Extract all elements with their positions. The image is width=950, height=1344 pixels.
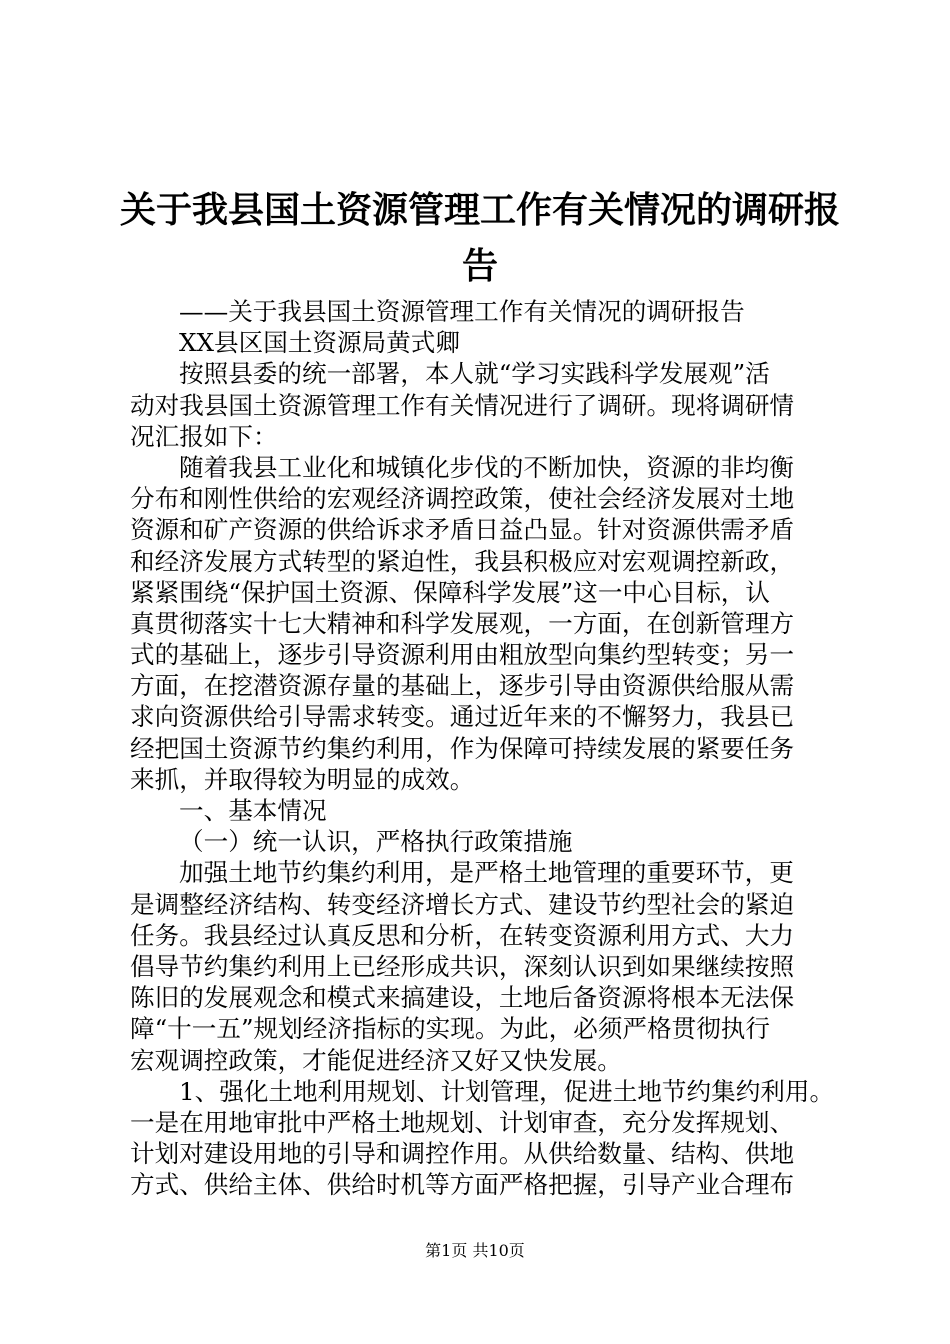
page-footer: 第1页 共10页 xyxy=(425,1241,525,1260)
body-line: 和经济发展方式转型的紧迫性，我县积极应对宏观调控新政， xyxy=(130,546,795,576)
title-line-2: 告 xyxy=(461,246,498,287)
body-line: 况汇报如下： xyxy=(130,421,278,451)
body-line: 障“十一五”规划经济指标的实现。为此，必须严格贯彻执行 xyxy=(130,1014,770,1044)
body-line: 式的基础上，逐步引导资源利用由粗放型向集约型转变；另一 xyxy=(130,640,795,670)
body-line: 宏观调控政策，才能促进经济又好又快发展。 xyxy=(130,1045,622,1075)
body-line: 一、基本情况 xyxy=(179,796,327,825)
document-title xyxy=(120,183,840,239)
body-line: 资源和矿产资源的供给诉求矛盾日益凸显。针对资源供需矛盾 xyxy=(130,515,795,545)
body-line: 动对我县国土资源管理工作有关情况进行了调研。现将调研情 xyxy=(130,390,795,420)
body-line: 一是在用地审批中严格土地规划、计划审查，充分发挥规划、 xyxy=(130,1107,795,1137)
body-line: ——关于我县国土资源管理工作有关情况的调研报告 xyxy=(179,297,745,326)
title-line-1: 关于我县国土资源管理工作有关情况的调研报 xyxy=(120,190,841,231)
body-line: 任务。我县经过认真反思和分析，在转变资源利用方式、大力 xyxy=(130,920,795,950)
body-line: 经把国土资源节约集约利用，作为保障可持续发展的紧要任务 xyxy=(130,733,795,763)
body-line: 陈旧的发展观念和模式来搞建设，土地后备资源将根本无法保 xyxy=(130,983,795,1013)
body-line: 随着我县工业化和城镇化步伐的不断加快，资源的非均衡 xyxy=(179,452,794,482)
body-line: 分布和刚性供给的宏观经济调控政策，使社会经济发展对土地 xyxy=(130,484,795,514)
body-line: 按照县委的统一部署，本人就“学习实践科学发展观”活 xyxy=(179,359,770,389)
document-body xyxy=(130,296,835,1200)
body-line: 计划对建设用地的引导和调控作用。从供给数量、结构、供地 xyxy=(130,1139,795,1169)
body-line: 求向资源供给引导需求转变。通过近年来的不懈努力，我县已 xyxy=(130,702,795,732)
body-line: 倡导节约集约利用上已经形成共识，深刻认识到如果继续按照 xyxy=(130,951,795,981)
body-line: （一）统一认识，严格执行政策措施 xyxy=(179,827,573,857)
body-line: 加强土地节约集约利用，是严格土地管理的重要环节，更 xyxy=(179,858,794,888)
document-title-continued xyxy=(120,239,840,295)
body-line: 紧紧围绕“保护国土资源、保障科学发展”这一中心目标，认 xyxy=(130,577,770,607)
body-line: 方面，在挖潜资源存量的基础上，逐步引导由资源供给服从需 xyxy=(130,671,795,701)
body-line: 真贯彻落实十七大精神和科学发展观，一方面，在创新管理方 xyxy=(130,608,795,638)
body-line: 1、强化土地利用规划、计划管理，促进土地节约集约利用。 xyxy=(179,1076,835,1106)
body-line: 方式、供给主体、供给时机等方面严格把握，引导产业合理布 xyxy=(130,1170,795,1200)
body-line: 是调整经济结构、转变经济增长方式、建设节约型社会的紧迫 xyxy=(130,889,795,919)
body-line: XX县区国土资源局黄式卿 xyxy=(179,328,460,358)
body-line: 来抓，并取得较为明显的成效。 xyxy=(130,764,475,794)
